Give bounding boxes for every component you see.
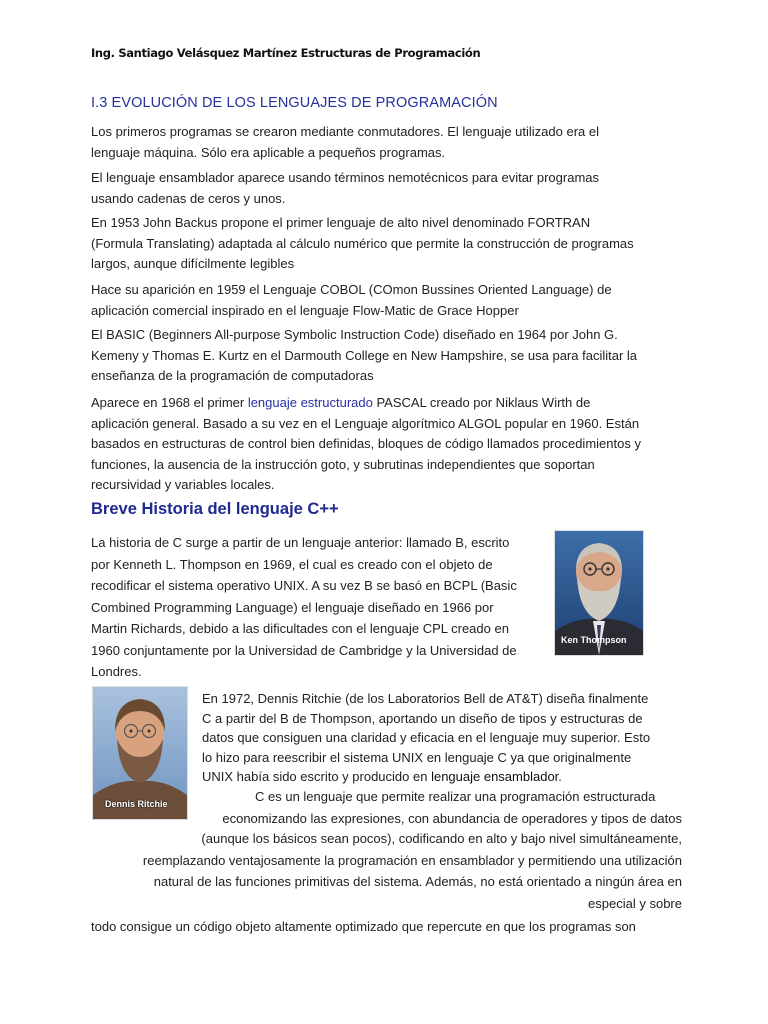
paragraph-assembler [91, 168, 683, 209]
text-line: datos que consiguen una claridad y eficacia en el lenguaje muy superior. Esto [202, 730, 651, 745]
text-line: En 1972, Dennis Ritchie (de los Laboratorios Bell de AT&T) diseña finalmente [202, 691, 649, 706]
subsection-title: Breve Historia del lenguaje C++ [91, 500, 339, 518]
text-fragment: PASCAL creado por Niklaus Wirth de [372, 395, 591, 410]
photo-dennis-ritchie [92, 686, 188, 820]
photo-ken-thompson [554, 530, 644, 656]
paragraph-pascal [91, 393, 683, 496]
text-line: Kemeny y Thomas E. Kurtz en el Darmouth College en New Hampshire, se usa para facilitar la [91, 347, 638, 363]
text-fragment: Aparece en 1968 el primer [91, 395, 248, 410]
text-line [202, 767, 682, 787]
paragraph-fortran [91, 213, 683, 275]
text-line: lenguaje máquina. Sólo era aplicable a pequeños programas. [91, 144, 446, 160]
text-line: El BASIC (Beginners All-purpose Symbolic Instruction Code) diseñado en 1964 por John G. [91, 327, 618, 342]
text-line: Los primeros programas se crearon mediante conmutadores. El lenguaje utilizado era el [91, 124, 599, 139]
link-structured-language[interactable]: lenguaje estructurado [247, 395, 373, 410]
text-line: (aunque los básicos sean pocos), codificando en alto y bajo nivel simultáneamente, [201, 831, 682, 846]
text-line: reemplazando ventajosamente la programación en ensamblador y permitiendo una utilización [142, 853, 682, 868]
text-line: Hace su aparición en 1959 el Lenguaje COBOL (COmon Bussines Oriented Language) de [91, 282, 612, 297]
text-line: 1960 conjuntamente por la Universidad de Cambridge y la Universidad de [91, 642, 517, 658]
paragraph-ritchie [202, 689, 682, 787]
text-line: natural de las funciones primitivas del sistema. Además, no está orientado a ningún área en [153, 874, 682, 889]
text-line: Londres. [91, 664, 142, 679]
text-line: En 1953 John Backus propone el primer lenguaje de alto nivel denominado FORTRAN [91, 215, 591, 230]
paragraph-basic [91, 325, 683, 387]
paragraph-cobol [91, 280, 683, 321]
photo-caption: Dennis Ritchie [105, 799, 168, 809]
text-line: recursividad y variables locales. [91, 477, 275, 492]
text-line: C a partir del B de Thompson, aportando un diseño de tipos y estructuras de [202, 710, 643, 726]
text-line: Combined Programming Language) el lenguaje diseñado en 1966 por [91, 599, 494, 615]
text-line: funciones, la ausencia de la instrucción goto, y subrutinas independientes que soportan [91, 456, 595, 472]
text-line: Martin Richards, debido a las dificultades con el lenguaje CPL creado en [91, 621, 509, 636]
text-line: basados en estructuras de control bien definidas, bloques de código llamados procedimientos y [91, 436, 641, 451]
text-fragment: UNIX había sido escrito y producido en [202, 769, 432, 784]
page-header: Ing. Santiago Velásquez Martínez Estructuras de Programación [91, 46, 481, 60]
text-line: economizando las expresiones, con abundancia de operadores y tipos de datos [222, 811, 682, 826]
text-line: El lenguaje ensamblador aparece usando términos nemotécnicos para evitar programas [91, 170, 600, 185]
paragraph-c-history [91, 532, 531, 683]
text-line: La historia de C surge a partir de un lenguaje anterior: llamado B, escrito [91, 535, 510, 550]
text-line: todo consigue un código objeto altamente optimizado que repercute en que los programas son [91, 919, 636, 934]
paragraph-machine-language [91, 122, 683, 163]
text-line: enseñanza de la programación de computadoras [91, 368, 374, 383]
photo-caption: Ken Thompson [561, 635, 627, 645]
text-line: (Formula Translating) adaptada al cálculo numérico que permite la construcción de programas [91, 235, 634, 251]
text-line: aplicación comercial inspirado en el lenguaje Flow-Matic de Grace Hopper [91, 302, 519, 318]
text-line: lo hizo para reescribir el sistema UNIX en lenguaje C ya que originalmente [202, 749, 632, 765]
link-assembly-language[interactable]: lenguaje ensamblador [431, 769, 559, 784]
text-line: recodificar el sistema operativo UNIX. A su vez B se basó en BCPL (Basic [91, 578, 517, 593]
text-line: aplicación general. Basado a su vez en el Lenguaje algorítmico ALGOL popular en 1960. Están [91, 415, 640, 431]
text-line [91, 393, 683, 414]
text-line: usando cadenas de ceros y unos. [91, 190, 286, 206]
section-title: I.3 EVOLUCIÓN DE LOS LENGUAJES DE PROGRAMACIÓN [91, 95, 498, 111]
text-line: especial y sobre [588, 896, 682, 911]
text-line: largos, aunque difícilmente legibles [91, 256, 295, 271]
text-line: por Kenneth L. Thompson en 1969, el cual es creado con el objeto de [91, 556, 493, 572]
text-fragment: . [558, 769, 562, 784]
text-line: C es un lenguaje que permite realizar una programación estructurada [255, 789, 656, 804]
